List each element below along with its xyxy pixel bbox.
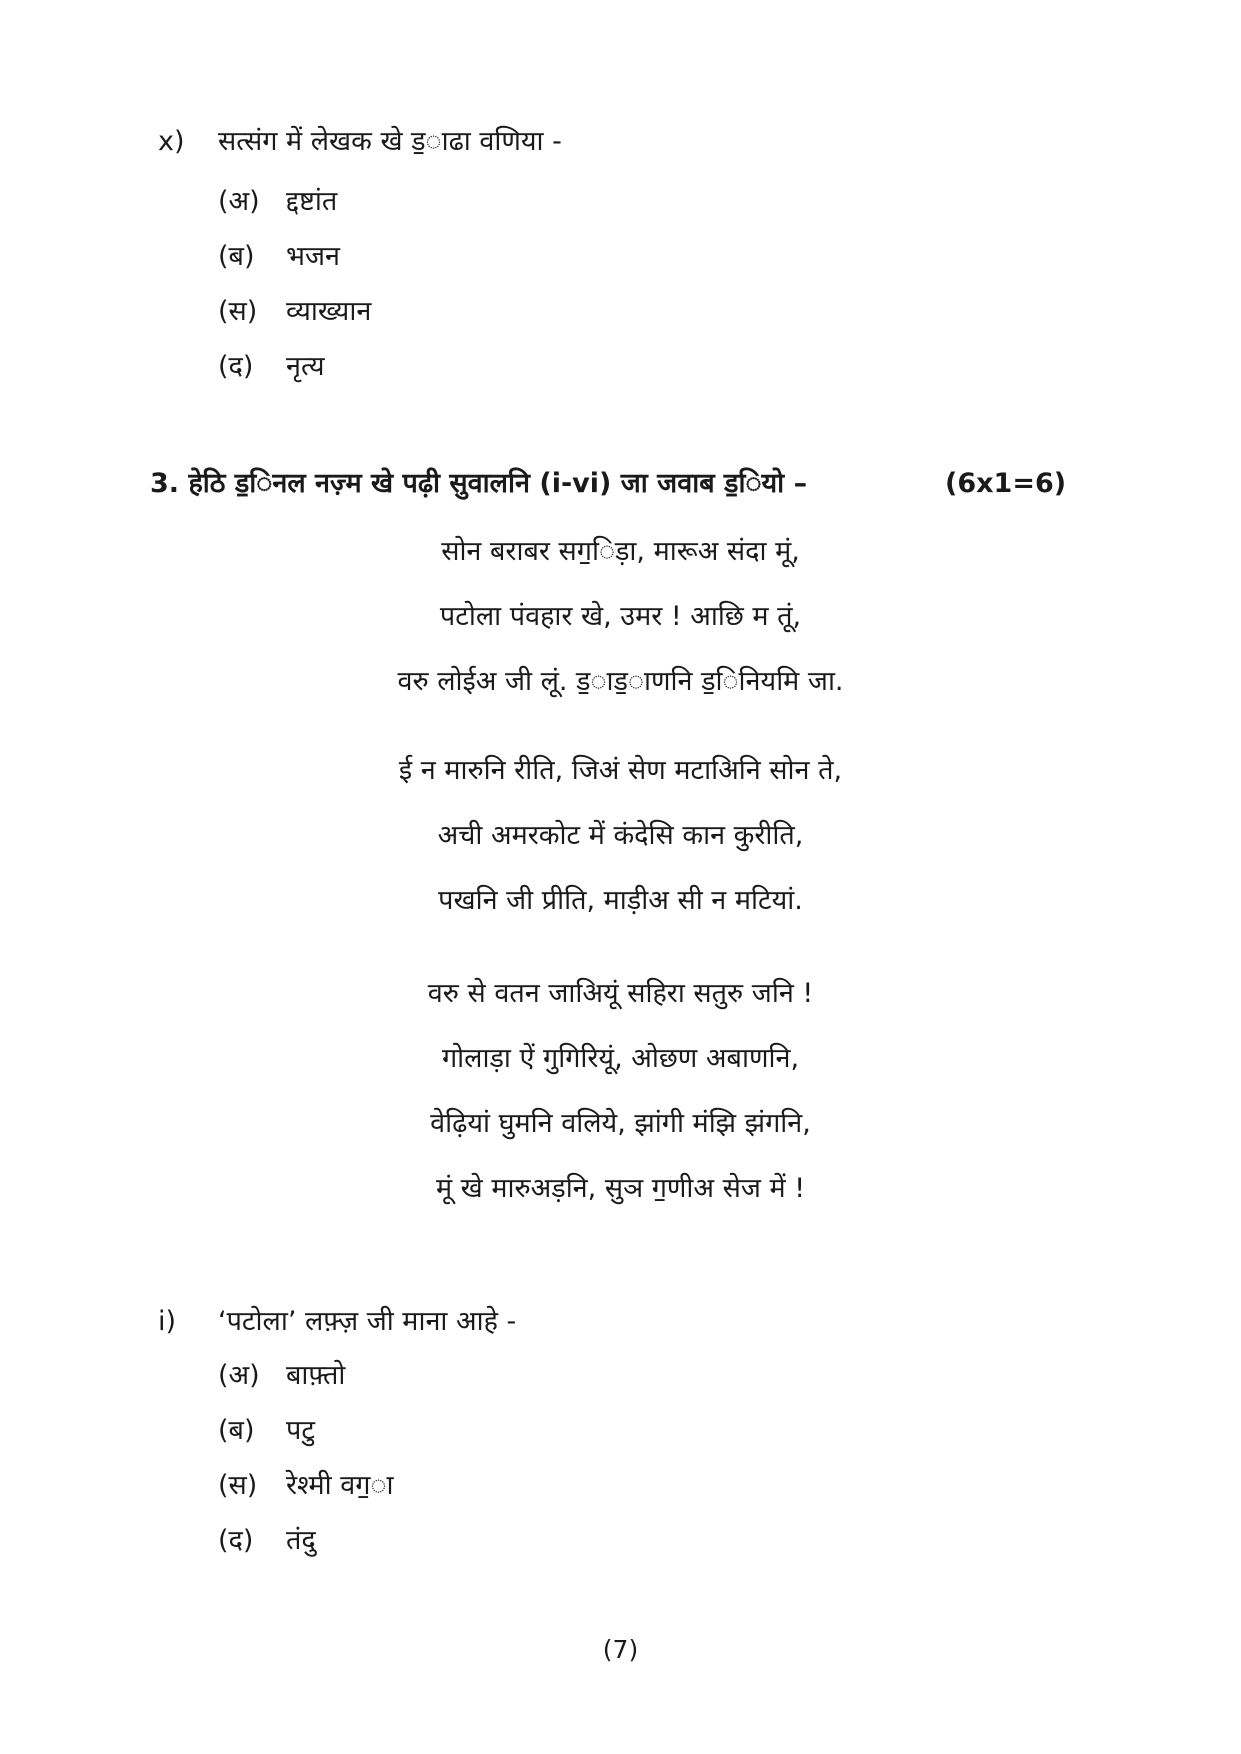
option-text: व्याख्यान bbox=[286, 296, 372, 327]
question-number: i) bbox=[158, 1306, 177, 1337]
section-marks: (6x1=6) bbox=[945, 468, 1067, 499]
poem-line: वरु से वतन जाअियूं सहिरा सतुरु जनि ! bbox=[427, 978, 814, 1009]
option-label: (अ) bbox=[218, 186, 260, 217]
poem-line: अची अमरकोट में कंदेसि कान कुरीति, bbox=[437, 820, 804, 851]
option-text: नृत्य bbox=[286, 351, 325, 382]
option-label: (स) bbox=[218, 296, 258, 327]
section-heading: 3. हेठि ड॒िनल नज़्म खे पढ़ी सुवालनि (i-vi) जा जवाब ड॒ियो – bbox=[150, 468, 808, 499]
option-label: (ब) bbox=[218, 1415, 255, 1446]
question-text: ‘पटोला’ लफ़्ज़ जी माना आहे - bbox=[218, 1306, 517, 1337]
option-label: (द) bbox=[218, 351, 254, 382]
option-text: पटु bbox=[286, 1415, 315, 1446]
poem-line: वरु लोईअ जी लूं. ड॒ाड॒ाणनि ड॒िनियमि जा. bbox=[397, 666, 844, 697]
option-label: (ब) bbox=[218, 241, 255, 272]
question-text: सत्संग में लेखक खे ड॒ाढा वणिया - bbox=[218, 126, 562, 157]
option-text: बाफ़्तो bbox=[286, 1360, 346, 1391]
option-text: द्दष्टांत bbox=[286, 186, 338, 217]
option-text: भजन bbox=[286, 241, 340, 272]
question-number: x) bbox=[158, 126, 185, 157]
poem-line: मूं खे मारुअड़नि, सुञ ग॒णीअ सेज में ! bbox=[435, 1173, 806, 1204]
option-label: (अ) bbox=[218, 1360, 260, 1391]
poem-line: गोलाड़ा ऐं गुगिरियूं, ओछण अबाणनि, bbox=[441, 1043, 800, 1074]
option-label: (द) bbox=[218, 1525, 254, 1556]
poem-line: वेढ़ियां घुमनि वलिये, झांगी मंझि झंगनि, bbox=[430, 1108, 811, 1139]
poem-line: सोन बराबर सग॒िड़ा, मारूअ संदा मूं, bbox=[441, 536, 800, 567]
poem-line: ई न मारुनि रीति, जिअं सेण मटाअिनि सोन ते, bbox=[398, 755, 843, 786]
option-text: तंदु bbox=[286, 1525, 316, 1556]
option-label: (स) bbox=[218, 1470, 258, 1501]
option-text: रेश्मी वग॒ा bbox=[286, 1470, 394, 1501]
poem-line: पखनि जी प्रीति, माड़ीअ सी न मटियां. bbox=[438, 885, 803, 916]
page-number: (7) bbox=[602, 1635, 639, 1664]
poem-line: पटोला पंवहार खे, उमर ! आछि म तूं, bbox=[439, 601, 802, 632]
